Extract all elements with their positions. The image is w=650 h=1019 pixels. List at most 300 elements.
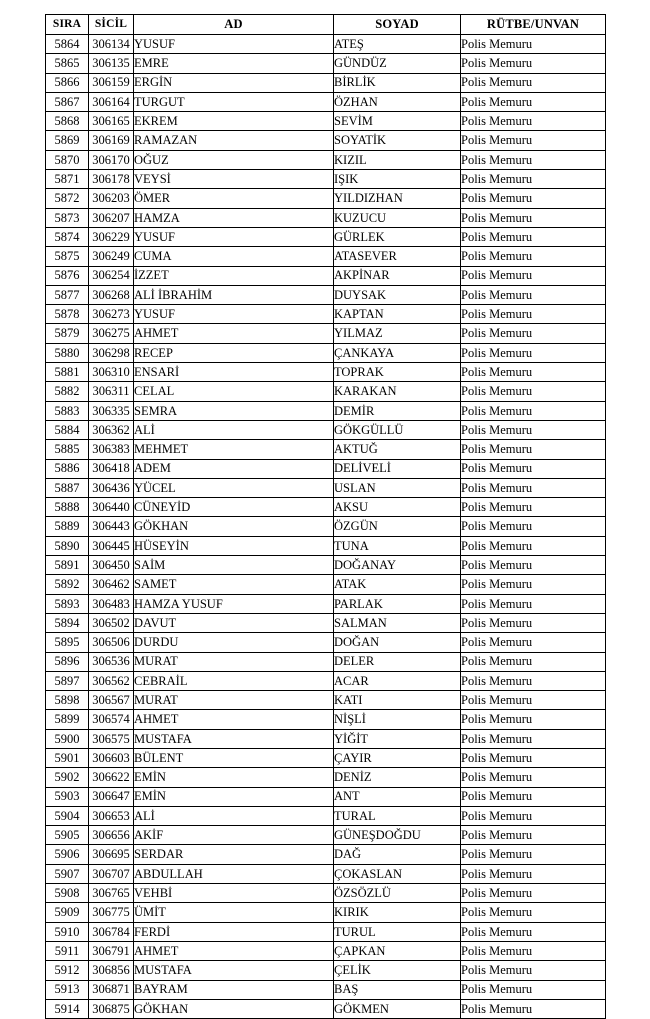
table-row (46, 613, 606, 632)
cell-soyad: ÖZSÖZLÜ (334, 884, 461, 903)
cell-sicil: 306275 (89, 324, 134, 343)
cell-sira: 5866 (46, 73, 89, 92)
cell-ad: EKREM (134, 112, 334, 131)
cell-rutbe: Polis Memuru (461, 170, 606, 189)
cell-ad: AHMET (134, 941, 334, 960)
cell-sira: 5881 (46, 363, 89, 382)
cell-sicil: 306567 (89, 691, 134, 710)
cell-sicil: 306254 (89, 266, 134, 285)
cell-rutbe: Polis Memuru (461, 92, 606, 111)
cell-rutbe: Polis Memuru (461, 787, 606, 806)
cell-sira: 5901 (46, 748, 89, 767)
cell-soyad: ATEŞ (334, 35, 461, 54)
cell-sira: 5891 (46, 556, 89, 575)
cell-sicil: 306311 (89, 382, 134, 401)
table-row (46, 729, 606, 748)
cell-soyad: DOĞAN (334, 633, 461, 652)
cell-sicil: 306784 (89, 922, 134, 941)
table-row (46, 691, 606, 710)
cell-sira: 5882 (46, 382, 89, 401)
cell-ad: MURAT (134, 652, 334, 671)
cell-sicil: 306506 (89, 633, 134, 652)
cell-sira: 5864 (46, 35, 89, 54)
cell-ad: HAMZA YUSUF (134, 594, 334, 613)
cell-soyad: SOYATİK (334, 131, 461, 150)
cell-ad: SAİM (134, 556, 334, 575)
cell-soyad: ACAR (334, 671, 461, 690)
cell-sira: 5886 (46, 459, 89, 478)
table-row (46, 710, 606, 729)
cell-ad: MURAT (134, 691, 334, 710)
cell-soyad: BİRLİK (334, 73, 461, 92)
cell-sicil: 306418 (89, 459, 134, 478)
cell-soyad: USLAN (334, 478, 461, 497)
cell-soyad: KARAKAN (334, 382, 461, 401)
cell-sira: 5875 (46, 247, 89, 266)
cell-soyad: YİĞİT (334, 729, 461, 748)
cell-ad: AKİF (134, 826, 334, 845)
cell-sira: 5871 (46, 170, 89, 189)
cell-sicil: 306310 (89, 363, 134, 382)
cell-ad: ENSARİ (134, 363, 334, 382)
cell-ad: RAMAZAN (134, 131, 334, 150)
cell-sicil: 306135 (89, 54, 134, 73)
cell-sira: 5865 (46, 54, 89, 73)
cell-ad: GÖKHAN (134, 999, 334, 1018)
cell-rutbe: Polis Memuru (461, 208, 606, 227)
cell-sicil: 306436 (89, 478, 134, 497)
cell-sira: 5907 (46, 864, 89, 883)
table-row (46, 961, 606, 980)
table-row (46, 73, 606, 92)
cell-ad: MEHMET (134, 440, 334, 459)
cell-rutbe: Polis Memuru (461, 401, 606, 420)
cell-soyad: GÖKGÜLLÜ (334, 420, 461, 439)
cell-rutbe: Polis Memuru (461, 556, 606, 575)
cell-soyad: GÜNDÜZ (334, 54, 461, 73)
table-row (46, 35, 606, 54)
cell-sicil: 306562 (89, 671, 134, 690)
cell-sicil: 306159 (89, 73, 134, 92)
table-row (46, 382, 606, 401)
cell-soyad: ÇAYIR (334, 748, 461, 767)
cell-rutbe: Polis Memuru (461, 633, 606, 652)
cell-sira: 5888 (46, 498, 89, 517)
cell-sira: 5890 (46, 536, 89, 555)
cell-ad: YUSUF (134, 227, 334, 246)
cell-sira: 5878 (46, 305, 89, 324)
cell-ad: AHMET (134, 324, 334, 343)
table-row (46, 671, 606, 690)
cell-ad: EMİN (134, 787, 334, 806)
cell-sicil: 306462 (89, 575, 134, 594)
table-row (46, 363, 606, 382)
cell-rutbe: Polis Memuru (461, 575, 606, 594)
cell-sicil: 306656 (89, 826, 134, 845)
table-row (46, 903, 606, 922)
cell-sicil: 306791 (89, 941, 134, 960)
cell-rutbe: Polis Memuru (461, 710, 606, 729)
cell-ad: HAMZA (134, 208, 334, 227)
column-header-soyad: SOYAD (334, 15, 461, 35)
cell-ad: EMİN (134, 768, 334, 787)
cell-ad: EMRE (134, 54, 334, 73)
cell-rutbe: Polis Memuru (461, 826, 606, 845)
cell-soyad: GÜRLEK (334, 227, 461, 246)
cell-ad: ADEM (134, 459, 334, 478)
table-row (46, 54, 606, 73)
cell-sicil: 306164 (89, 92, 134, 111)
cell-soyad: ÇAPKAN (334, 941, 461, 960)
cell-sicil: 306483 (89, 594, 134, 613)
cell-ad: TURGUT (134, 92, 334, 111)
cell-sicil: 306134 (89, 35, 134, 54)
cell-rutbe: Polis Memuru (461, 999, 606, 1018)
cell-soyad: TUNA (334, 536, 461, 555)
table-row (46, 247, 606, 266)
cell-rutbe: Polis Memuru (461, 189, 606, 208)
cell-rutbe: Polis Memuru (461, 382, 606, 401)
cell-soyad: AKPİNAR (334, 266, 461, 285)
cell-ad: GÖKHAN (134, 517, 334, 536)
cell-sicil: 306875 (89, 999, 134, 1018)
cell-sira: 5900 (46, 729, 89, 748)
cell-soyad: DELER (334, 652, 461, 671)
cell-sicil: 306775 (89, 903, 134, 922)
cell-sicil: 306536 (89, 652, 134, 671)
cell-sira: 5912 (46, 961, 89, 980)
cell-sira: 5874 (46, 227, 89, 246)
cell-rutbe: Polis Memuru (461, 845, 606, 864)
cell-ad: ALİ (134, 806, 334, 825)
cell-sicil: 306445 (89, 536, 134, 555)
cell-soyad: DAĞ (334, 845, 461, 864)
cell-rutbe: Polis Memuru (461, 961, 606, 980)
cell-ad: ÜMİT (134, 903, 334, 922)
cell-ad: CUMA (134, 247, 334, 266)
cell-rutbe: Polis Memuru (461, 343, 606, 362)
cell-rutbe: Polis Memuru (461, 459, 606, 478)
cell-rutbe: Polis Memuru (461, 980, 606, 999)
cell-rutbe: Polis Memuru (461, 73, 606, 92)
cell-sira: 5904 (46, 806, 89, 825)
table-row (46, 459, 606, 478)
cell-sicil: 306603 (89, 748, 134, 767)
cell-sira: 5903 (46, 787, 89, 806)
cell-sira: 5910 (46, 922, 89, 941)
cell-sira: 5909 (46, 903, 89, 922)
cell-ad: DAVUT (134, 613, 334, 632)
cell-soyad: BAŞ (334, 980, 461, 999)
table-row (46, 170, 606, 189)
cell-sira: 5897 (46, 671, 89, 690)
cell-ad: SEMRA (134, 401, 334, 420)
cell-ad: VEHBİ (134, 884, 334, 903)
cell-sicil: 306574 (89, 710, 134, 729)
table-row (46, 806, 606, 825)
cell-soyad: GÜNEŞDOĞDU (334, 826, 461, 845)
table-row (46, 633, 606, 652)
column-header-sicil: SİCİL (89, 15, 134, 35)
cell-sicil: 306695 (89, 845, 134, 864)
cell-sicil: 306502 (89, 613, 134, 632)
cell-sira: 5879 (46, 324, 89, 343)
table-row (46, 864, 606, 883)
table-row (46, 478, 606, 497)
table-row (46, 826, 606, 845)
table-row (46, 401, 606, 420)
cell-soyad: KUZUCU (334, 208, 461, 227)
cell-rutbe: Polis Memuru (461, 671, 606, 690)
cell-sicil: 306362 (89, 420, 134, 439)
table-row (46, 227, 606, 246)
cell-sira: 5914 (46, 999, 89, 1018)
cell-ad: SAMET (134, 575, 334, 594)
cell-ad: ALİ İBRAHİM (134, 285, 334, 304)
cell-rutbe: Polis Memuru (461, 652, 606, 671)
cell-soyad: KAPTAN (334, 305, 461, 324)
cell-sicil: 306383 (89, 440, 134, 459)
cell-sira: 5883 (46, 401, 89, 420)
cell-soyad: DENİZ (334, 768, 461, 787)
cell-sicil: 306178 (89, 170, 134, 189)
cell-sira: 5869 (46, 131, 89, 150)
cell-sira: 5870 (46, 150, 89, 169)
cell-rutbe: Polis Memuru (461, 305, 606, 324)
cell-sira: 5876 (46, 266, 89, 285)
cell-soyad: ANT (334, 787, 461, 806)
cell-rutbe: Polis Memuru (461, 884, 606, 903)
cell-soyad: GÖKMEN (334, 999, 461, 1018)
cell-ad: BAYRAM (134, 980, 334, 999)
cell-soyad: NİŞLİ (334, 710, 461, 729)
table-row (46, 131, 606, 150)
table-row (46, 980, 606, 999)
cell-sira: 5885 (46, 440, 89, 459)
cell-ad: OĞUZ (134, 150, 334, 169)
cell-sicil: 306165 (89, 112, 134, 131)
cell-sicil: 306575 (89, 729, 134, 748)
cell-rutbe: Polis Memuru (461, 247, 606, 266)
table-row (46, 324, 606, 343)
cell-rutbe: Polis Memuru (461, 363, 606, 382)
cell-ad: YUSUF (134, 35, 334, 54)
cell-ad: CELAL (134, 382, 334, 401)
cell-soyad: PARLAK (334, 594, 461, 613)
cell-rutbe: Polis Memuru (461, 324, 606, 343)
cell-ad: MUSTAFA (134, 729, 334, 748)
cell-sicil: 306707 (89, 864, 134, 883)
table-body (46, 35, 606, 1019)
cell-sira: 5898 (46, 691, 89, 710)
cell-ad: VEYSİ (134, 170, 334, 189)
cell-soyad: ÖZHAN (334, 92, 461, 111)
table-row (46, 517, 606, 536)
cell-rutbe: Polis Memuru (461, 729, 606, 748)
table-row (46, 884, 606, 903)
cell-soyad: KIZIL (334, 150, 461, 169)
cell-rutbe: Polis Memuru (461, 478, 606, 497)
table-row (46, 594, 606, 613)
cell-sira: 5892 (46, 575, 89, 594)
cell-sira: 5893 (46, 594, 89, 613)
cell-sicil: 306450 (89, 556, 134, 575)
cell-ad: YUSUF (134, 305, 334, 324)
cell-sicil: 306765 (89, 884, 134, 903)
cell-rutbe: Polis Memuru (461, 536, 606, 555)
cell-sira: 5906 (46, 845, 89, 864)
cell-sira: 5895 (46, 633, 89, 652)
cell-sira: 5867 (46, 92, 89, 111)
cell-sira: 5868 (46, 112, 89, 131)
document-sheet (45, 14, 605, 1019)
cell-rutbe: Polis Memuru (461, 922, 606, 941)
cell-soyad: SEVİM (334, 112, 461, 131)
table-row (46, 440, 606, 459)
cell-ad: ABDULLAH (134, 864, 334, 883)
cell-sicil: 306856 (89, 961, 134, 980)
table-row (46, 150, 606, 169)
cell-soyad: DUYSAK (334, 285, 461, 304)
cell-sicil: 306268 (89, 285, 134, 304)
cell-rutbe: Polis Memuru (461, 594, 606, 613)
cell-sicil: 306443 (89, 517, 134, 536)
cell-sira: 5877 (46, 285, 89, 304)
cell-rutbe: Polis Memuru (461, 420, 606, 439)
cell-rutbe: Polis Memuru (461, 131, 606, 150)
table-row (46, 112, 606, 131)
table-row (46, 922, 606, 941)
cell-sicil: 306169 (89, 131, 134, 150)
cell-rutbe: Polis Memuru (461, 112, 606, 131)
table-row (46, 748, 606, 767)
table-row (46, 999, 606, 1018)
cell-ad: YÜCEL (134, 478, 334, 497)
cell-sicil: 306298 (89, 343, 134, 362)
cell-sicil: 306335 (89, 401, 134, 420)
cell-rutbe: Polis Memuru (461, 227, 606, 246)
cell-sicil: 306207 (89, 208, 134, 227)
cell-rutbe: Polis Memuru (461, 691, 606, 710)
cell-rutbe: Polis Memuru (461, 748, 606, 767)
cell-soyad: TOPRAK (334, 363, 461, 382)
cell-ad: AHMET (134, 710, 334, 729)
cell-rutbe: Polis Memuru (461, 498, 606, 517)
cell-sicil: 306622 (89, 768, 134, 787)
cell-sira: 5911 (46, 941, 89, 960)
cell-soyad: ATASEVER (334, 247, 461, 266)
cell-sira: 5913 (46, 980, 89, 999)
table-row (46, 787, 606, 806)
cell-soyad: AKTUĞ (334, 440, 461, 459)
cell-sicil: 306229 (89, 227, 134, 246)
cell-ad: ÖMER (134, 189, 334, 208)
cell-sira: 5902 (46, 768, 89, 787)
cell-rutbe: Polis Memuru (461, 150, 606, 169)
cell-soyad: ÇELİK (334, 961, 461, 980)
cell-soyad: DELİVELİ (334, 459, 461, 478)
cell-ad: MUSTAFA (134, 961, 334, 980)
cell-ad: BÜLENT (134, 748, 334, 767)
cell-soyad: TURAL (334, 806, 461, 825)
cell-rutbe: Polis Memuru (461, 517, 606, 536)
cell-sira: 5887 (46, 478, 89, 497)
cell-soyad: ÇOKASLAN (334, 864, 461, 883)
cell-sicil: 306653 (89, 806, 134, 825)
cell-sicil: 306203 (89, 189, 134, 208)
cell-soyad: YILMAZ (334, 324, 461, 343)
cell-sicil: 306170 (89, 150, 134, 169)
cell-rutbe: Polis Memuru (461, 35, 606, 54)
cell-sira: 5905 (46, 826, 89, 845)
cell-sicil: 306440 (89, 498, 134, 517)
cell-sicil: 306647 (89, 787, 134, 806)
cell-soyad: KATI (334, 691, 461, 710)
table-row (46, 343, 606, 362)
column-header-sira: SIRA (46, 15, 89, 35)
table-row (46, 556, 606, 575)
table-header-row (46, 15, 606, 35)
table-row (46, 285, 606, 304)
table-row (46, 208, 606, 227)
cell-rutbe: Polis Memuru (461, 54, 606, 73)
cell-sicil: 306249 (89, 247, 134, 266)
cell-soyad: KIRIK (334, 903, 461, 922)
table-row (46, 536, 606, 555)
cell-rutbe: Polis Memuru (461, 941, 606, 960)
cell-sira: 5896 (46, 652, 89, 671)
cell-rutbe: Polis Memuru (461, 440, 606, 459)
table-row (46, 768, 606, 787)
cell-rutbe: Polis Memuru (461, 806, 606, 825)
cell-sicil: 306871 (89, 980, 134, 999)
cell-ad: RECEP (134, 343, 334, 362)
cell-rutbe: Polis Memuru (461, 613, 606, 632)
column-header-rutbe: RÜTBE/UNVAN (461, 15, 606, 35)
table-row (46, 92, 606, 111)
cell-rutbe: Polis Memuru (461, 285, 606, 304)
table-row (46, 575, 606, 594)
table-row (46, 420, 606, 439)
cell-soyad: DOĞANAY (334, 556, 461, 575)
cell-sira: 5884 (46, 420, 89, 439)
cell-soyad: ÖZGÜN (334, 517, 461, 536)
cell-rutbe: Polis Memuru (461, 768, 606, 787)
cell-ad: HÜSEYİN (134, 536, 334, 555)
cell-soyad: DEMİR (334, 401, 461, 420)
table-row (46, 266, 606, 285)
table-row (46, 652, 606, 671)
cell-soyad: AKSU (334, 498, 461, 517)
cell-sira: 5880 (46, 343, 89, 362)
personnel-roster-table (45, 14, 606, 1019)
cell-sira: 5872 (46, 189, 89, 208)
cell-soyad: SALMAN (334, 613, 461, 632)
table-row (46, 845, 606, 864)
table-row (46, 189, 606, 208)
cell-sira: 5899 (46, 710, 89, 729)
cell-rutbe: Polis Memuru (461, 266, 606, 285)
cell-ad: SERDAR (134, 845, 334, 864)
cell-rutbe: Polis Memuru (461, 864, 606, 883)
cell-sira: 5889 (46, 517, 89, 536)
cell-ad: ERGİN (134, 73, 334, 92)
cell-ad: İZZET (134, 266, 334, 285)
cell-soyad: YILDIZHAN (334, 189, 461, 208)
cell-soyad: ATAK (334, 575, 461, 594)
column-header-ad: AD (134, 15, 334, 35)
table-row (46, 498, 606, 517)
